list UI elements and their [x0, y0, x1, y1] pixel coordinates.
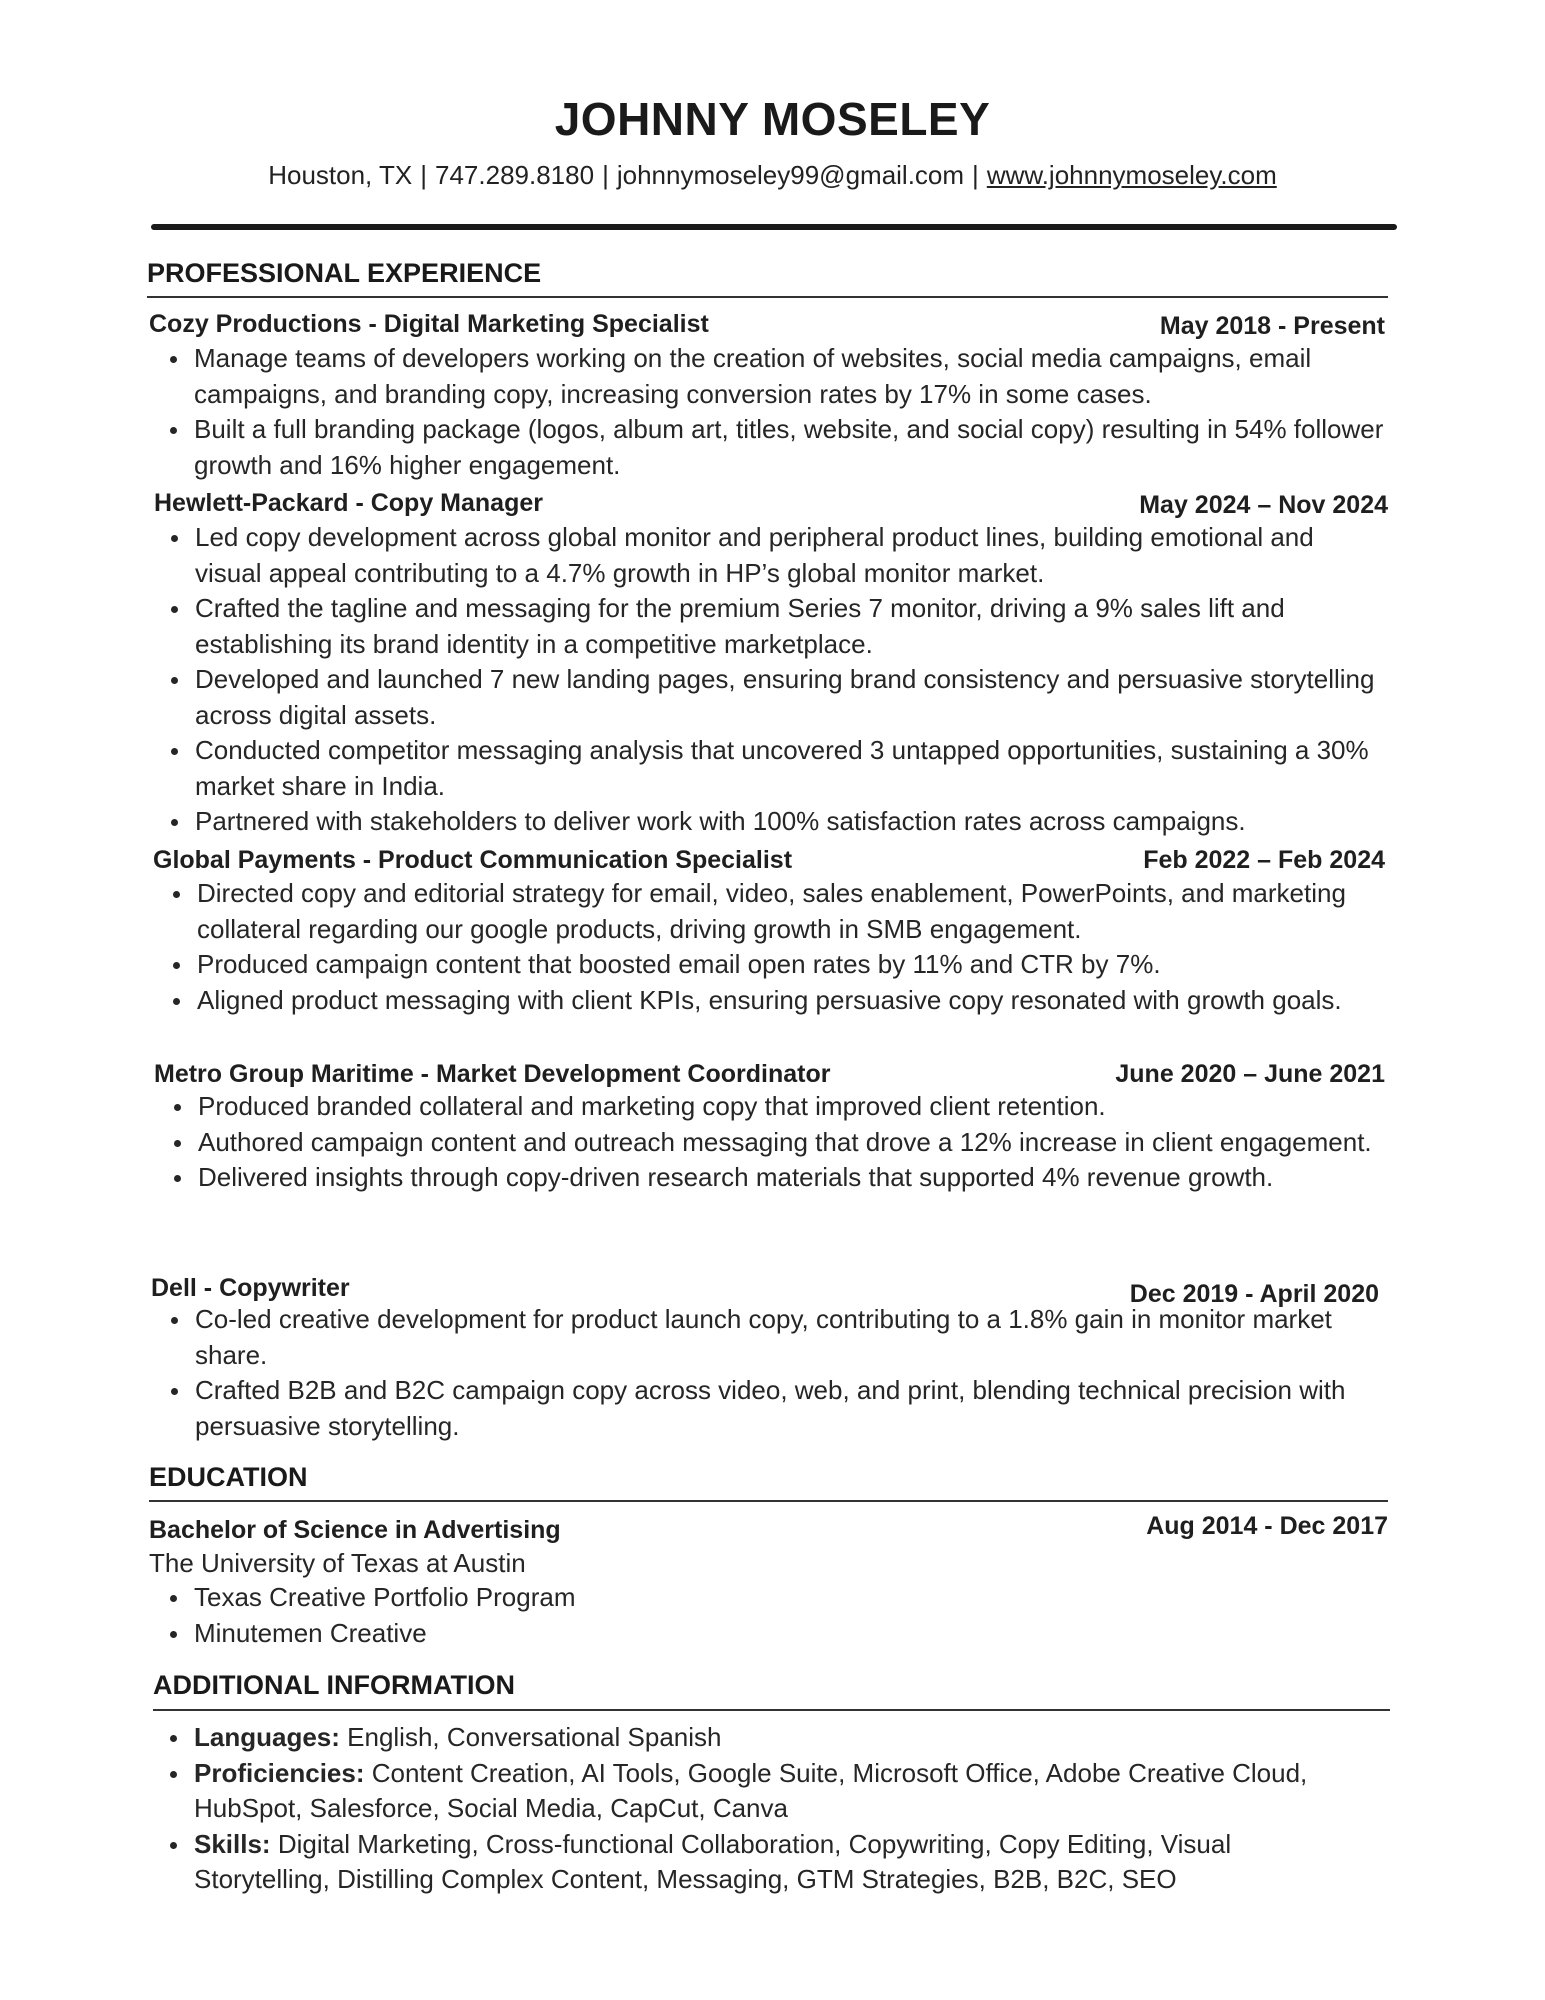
section-heading-education: EDUCATION	[149, 1462, 308, 1492]
contact-line	[0, 160, 1545, 191]
job-bullets	[194, 341, 1384, 483]
phone: 747.289.8180	[435, 160, 595, 190]
bullet-item: Aligned product messaging with client KPIs, ensuring persuasive copy resonated with growth goals.	[197, 983, 1387, 1019]
bullet-item: Led copy development across global monitor and peripheral product lines, building emotional and visual appeal contributing to a 4.7% growth in HP’s global monitor market.	[195, 520, 1385, 591]
separator: |	[972, 160, 979, 190]
bullet-item: Authored campaign content and outreach messaging that drove a 12% increase in client engagement.	[198, 1125, 1388, 1161]
item-label: Proficiencies:	[194, 1757, 365, 1788]
separator: |	[602, 160, 609, 190]
education-dates: Aug 2014 - Dec 2017	[1146, 1512, 1388, 1540]
location: Houston, TX	[268, 160, 413, 190]
job-bullets	[195, 520, 1385, 840]
bullet-item: Co-led creative development for product launch copy, contributing to a 1.8% gain in monitor market share.	[195, 1302, 1385, 1373]
item-text: English, Conversational Spanish	[339, 1722, 722, 1752]
item-text: Digital Marketing, Cross-functional Collaboration, Copywriting, Copy Editing, Visual Storytelling, Distilling Complex Content, Messaging, GTM Strategies, B2B, B2C, SEO	[194, 1828, 1232, 1894]
section-heading-additional: ADDITIONAL INFORMATION	[153, 1670, 515, 1700]
header-divider	[151, 224, 1397, 230]
item-text: Content Creation, AI Tools, Google Suite, Microsoft Office, Adobe Creative Cloud, HubSpot, Salesforce, Social Media, CapCut, Canva	[194, 1757, 1308, 1823]
bullet-item: Manage teams of developers working on the creation of websites, social media campaigns, email campaigns, and branding copy, increasing conversion rates by 17% in some cases.	[194, 341, 1384, 412]
job-bullets	[195, 1302, 1385, 1444]
bullet-item	[194, 1720, 1324, 1756]
item-label: Languages:	[194, 1722, 340, 1752]
section-heading-experience: PROFESSIONAL EXPERIENCE	[147, 258, 542, 288]
job-dates: May 2018 - Present	[1159, 312, 1385, 340]
job-dates: May 2024 – Nov 2024	[1139, 491, 1388, 519]
bullet-item: Partnered with stakeholders to deliver work with 100% satisfaction rates across campaigns.	[195, 804, 1385, 840]
bullet-item: Crafted the tagline and messaging for the premium Series 7 monitor, driving a 9% sales lift and establishing its brand identity in a competitive marketplace.	[195, 591, 1385, 662]
job-title: Metro Group Maritime - Market Development Coordinator	[154, 1060, 831, 1088]
bullet-item: Developed and launched 7 new landing pages, ensuring brand consistency and persuasive storytelling across digital assets.	[195, 662, 1385, 733]
degree-title: Bachelor of Science in Advertising	[149, 1516, 561, 1544]
job-bullets	[197, 876, 1387, 1018]
job-title: Cozy Productions - Digital Marketing Specialist	[149, 310, 709, 338]
separator: |	[420, 160, 428, 190]
bullet-item: Minutemen Creative	[194, 1616, 1384, 1652]
additional-bullets	[194, 1720, 1324, 1898]
bullet-item	[194, 1756, 1324, 1827]
section-divider	[153, 1709, 1390, 1711]
section-divider	[147, 296, 1388, 298]
bullet-item	[194, 1827, 1324, 1898]
item-label: Skills:	[194, 1828, 271, 1859]
job-bullets	[198, 1089, 1388, 1196]
bullet-item: Crafted B2B and B2C campaign copy across video, web, and print, blending technical precision with persuasive storytelling.	[195, 1373, 1385, 1444]
bullet-item: Delivered insights through copy-driven research materials that supported 4% revenue growth.	[198, 1160, 1388, 1196]
bullet-item: Conducted competitor messaging analysis that uncovered 3 untapped opportunities, sustaining a 30% market share in India.	[195, 733, 1385, 804]
bullet-item: Built a full branding package (logos, album art, titles, website, and social copy) resulting in 54% follower growth and 16% higher engagement.	[194, 412, 1384, 483]
email[interactable]: johnnymoseley99@gmail.com	[616, 160, 965, 190]
bullet-item: Directed copy and editorial strategy for email, video, sales enablement, PowerPoints, and marketing collateral regarding our google products, driving growth in SMB engagement.	[197, 876, 1387, 947]
job-dates: Feb 2022 – Feb 2024	[1143, 846, 1385, 874]
education-bullets	[194, 1580, 1384, 1651]
job-title: Dell - Copywriter	[151, 1274, 350, 1302]
section-divider	[149, 1500, 1388, 1502]
job-dates: Dec 2019 - April 2020	[1129, 1280, 1379, 1308]
job-dates: June 2020 – June 2021	[1115, 1060, 1385, 1088]
job-title: Global Payments - Product Communication Specialist	[153, 846, 793, 874]
bullet-item: Produced branded collateral and marketing copy that improved client retention.	[198, 1089, 1388, 1125]
school-name: The University of Texas at Austin	[149, 1548, 526, 1578]
job-title: Hewlett-Packard - Copy Manager	[154, 489, 543, 517]
bullet-item: Produced campaign content that boosted email open rates by 11% and CTR by 7%.	[197, 947, 1387, 983]
bullet-item: Texas Creative Portfolio Program	[194, 1580, 1384, 1616]
website-link[interactable]: www.johnnymoseley.com	[986, 160, 1277, 190]
candidate-name: JOHNNY MOSELEY	[554, 93, 991, 145]
